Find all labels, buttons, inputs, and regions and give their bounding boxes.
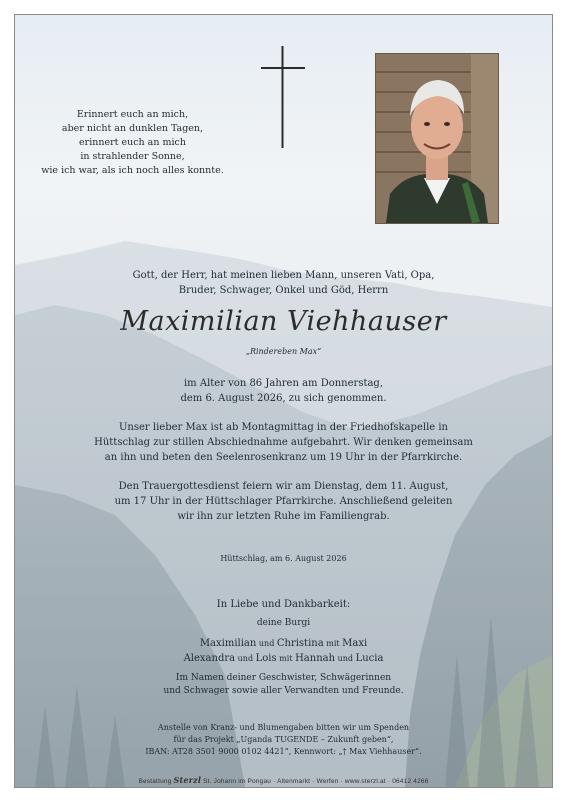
connector: mit [323,639,343,648]
paragraph-line: Den Trauergottesdienst feiern wir am Dienstag, dem 11. August, [118,481,449,492]
portrait-image [376,54,498,223]
funeral-home-footer [15,775,552,785]
funeral-home-logo: Sterzl [173,775,202,785]
poem-line: wie ich war, als ich noch alles konnte. [41,165,224,176]
paragraph-line: Unser lieber Max ist ab Montagmittag in der Friedhofskapelle in [119,422,448,433]
family-line-1 [15,636,552,651]
paragraph-line: um 17 Uhr in der Hüttschlager Pfarrkirche. Anschließend geleiten [114,496,453,507]
connector: und [256,639,277,648]
poem [35,108,230,178]
relatives-line: Im Namen deiner Geschwister, Schwägerinnen [175,673,392,683]
cross-icon [261,46,305,148]
connector: und [335,654,356,663]
portrait-photo [375,53,499,224]
nickname: „Rindereben Max“ [245,347,322,356]
relatives-text [15,672,552,698]
family-name: Maxi [342,638,368,649]
poem-line: Erinnert euch an mich, [76,109,189,120]
connector: und [235,654,256,663]
paragraph-line: an ihn und beten den Seelenrosenkranz um 19 Uhr in der Pfarrkirche. [104,452,463,463]
intro-text [15,268,552,298]
donation-line: IBAN: AT28 3501 9000 0102 4421“, Kennwort: „† Max Viehhauser“. [145,747,422,756]
relatives-line: und Schwager sowie aller Verwandten und Freunde. [163,686,404,696]
age-line: dem 6. August 2026, zu sich genommen. [180,393,387,404]
donation-line: für das Projekt „Uganda TUGENDE – Zukunft geben“, [173,735,394,744]
paragraph-line: wir ihn zur letzten Ruhe im Familiengrab. [177,511,390,522]
family-name: Maximilian [199,638,257,649]
poem-line: in strahlender Sonne, [80,151,185,162]
footer-details: St. Johann im Pongau · Altenmarkt · Werfen · www.sterzl.at · 06412 4266 [203,778,429,785]
age-line: im Alter von 86 Jahren am Donnerstag, [183,378,384,389]
family-name: Hannah [295,653,336,664]
obituary-card [14,14,553,788]
funeral-paragraph [15,479,552,524]
family-name: Lois [255,653,277,664]
donation-text [15,722,552,758]
poem-line: erinnert euch an mich [79,137,186,148]
intro-line: Gott, der Herr, hat meinen lieben Mann, unseren Vati, Opa, [132,270,435,281]
intro-line: Bruder, Schwager, Onkel und Göd, Herrn [178,285,389,296]
donation-line: Anstelle von Kranz- und Blumengaben bitten wir um Spenden [157,723,410,732]
family-name: Alexandra [183,653,236,664]
place-date: Hüttschlag, am 6. August 2026 [220,554,347,563]
age-text [15,376,552,406]
paragraph-line: Hüttschlag zur stillen Abschiednahme aufgebahrt. Wir denken gemeinsam [94,437,473,448]
family-name: Christina [276,638,324,649]
footer-prefix: Bestattung [138,778,172,785]
poem-line: aber nicht an dunklen Tagen, [61,123,204,134]
deceased-name: Maximilian Viehhauser [120,306,447,337]
mourning-title: In Liebe und Dankbarkeit: [216,599,351,610]
wife-name: deine Burgi [256,618,311,628]
family-line-2 [15,651,552,666]
connector: mit [276,654,296,663]
family-name: Lucia [355,653,384,664]
viewing-paragraph [15,420,552,465]
